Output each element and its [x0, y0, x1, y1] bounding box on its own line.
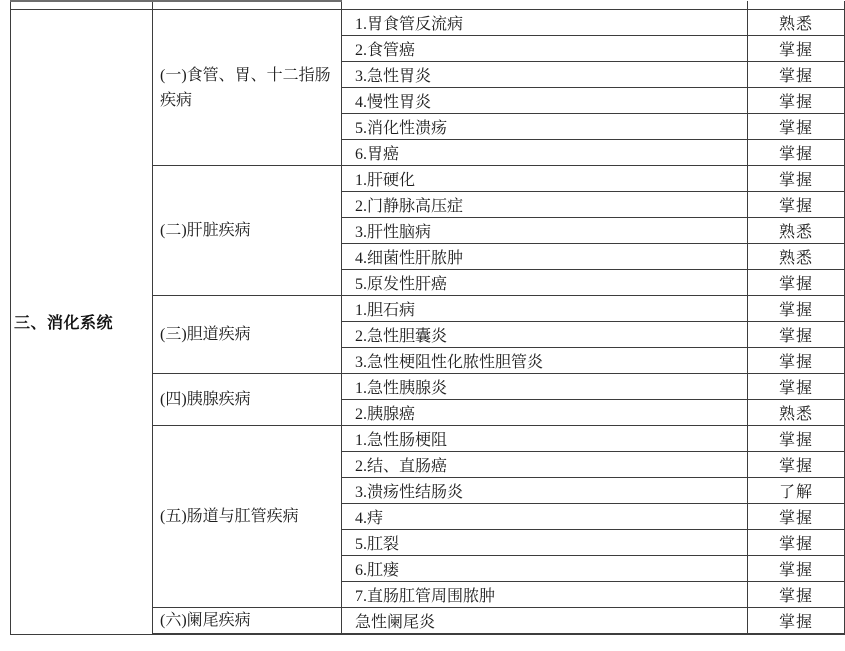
level-cell: 熟悉 [748, 400, 845, 426]
partial-system-cell [11, 1, 153, 10]
category-cell: (六)阑尾疾病 [153, 608, 342, 635]
level-cell: 掌握 [748, 322, 845, 348]
level-cell: 掌握 [748, 114, 845, 140]
disease-cell: 6.肛瘘 [342, 556, 748, 582]
partial-disease-cell [342, 1, 748, 10]
partial-previous-row [11, 1, 845, 10]
level-cell: 掌握 [748, 504, 845, 530]
disease-cell: 1.急性肠梗阻 [342, 426, 748, 452]
disease-cell: 6.胃癌 [342, 140, 748, 166]
partial-level-cell [748, 1, 845, 10]
table-row [11, 10, 845, 36]
level-cell: 掌握 [748, 348, 845, 374]
system-cell: 三、消化系统 [11, 10, 153, 635]
level-cell: 掌握 [748, 88, 845, 114]
disease-cell: 4.慢性胃炎 [342, 88, 748, 114]
level-cell: 掌握 [748, 374, 845, 400]
disease-cell: 4.痔 [342, 504, 748, 530]
level-cell: 掌握 [748, 192, 845, 218]
level-cell: 掌握 [748, 140, 845, 166]
level-cell: 熟悉 [748, 244, 845, 270]
category-cell: (一)食管、胃、十二指肠疾病 [153, 10, 342, 166]
level-cell: 掌握 [748, 62, 845, 88]
level-cell: 掌握 [748, 530, 845, 556]
level-cell: 掌握 [748, 166, 845, 192]
disease-cell: 1.胆石病 [342, 296, 748, 322]
table-body [11, 10, 845, 635]
disease-cell: 2.结、直肠癌 [342, 452, 748, 478]
disease-cell: 3.急性梗阻性化脓性胆管炎 [342, 348, 748, 374]
level-cell: 掌握 [748, 608, 845, 635]
level-cell: 了解 [748, 478, 845, 504]
disease-cell: 5.消化性溃疡 [342, 114, 748, 140]
category-cell: (三)胆道疾病 [153, 296, 342, 374]
disease-cell: 5.原发性肝癌 [342, 270, 748, 296]
disease-cell: 3.急性胃炎 [342, 62, 748, 88]
disease-cell: 1.急性胰腺炎 [342, 374, 748, 400]
disease-cell: 2.食管癌 [342, 36, 748, 62]
disease-cell: 4.细菌性肝脓肿 [342, 244, 748, 270]
level-cell: 掌握 [748, 452, 845, 478]
disease-cell: 1.肝硬化 [342, 166, 748, 192]
partial-category-cell [153, 1, 342, 10]
category-cell: (五)肠道与肛管疾病 [153, 426, 342, 608]
disease-cell: 2.急性胆囊炎 [342, 322, 748, 348]
level-cell: 掌握 [748, 36, 845, 62]
level-cell: 熟悉 [748, 10, 845, 36]
level-cell: 掌握 [748, 426, 845, 452]
disease-cell: 2.胰腺癌 [342, 400, 748, 426]
level-cell: 掌握 [748, 582, 845, 608]
disease-cell: 1.胃食管反流病 [342, 10, 748, 36]
category-cell: (四)胰腺疾病 [153, 374, 342, 426]
level-cell: 掌握 [748, 270, 845, 296]
syllabus-table [10, 0, 845, 635]
level-cell: 熟悉 [748, 218, 845, 244]
level-cell: 掌握 [748, 296, 845, 322]
disease-cell: 急性阑尾炎 [342, 608, 748, 635]
disease-cell: 5.肛裂 [342, 530, 748, 556]
partial-previous-row-body [11, 1, 845, 10]
level-cell: 掌握 [748, 556, 845, 582]
disease-cell: 3.溃疡性结肠炎 [342, 478, 748, 504]
category-cell: (二)肝脏疾病 [153, 166, 342, 296]
disease-cell: 3.肝性脑病 [342, 218, 748, 244]
disease-cell: 2.门静脉高压症 [342, 192, 748, 218]
disease-cell: 7.直肠肛管周围脓肿 [342, 582, 748, 608]
